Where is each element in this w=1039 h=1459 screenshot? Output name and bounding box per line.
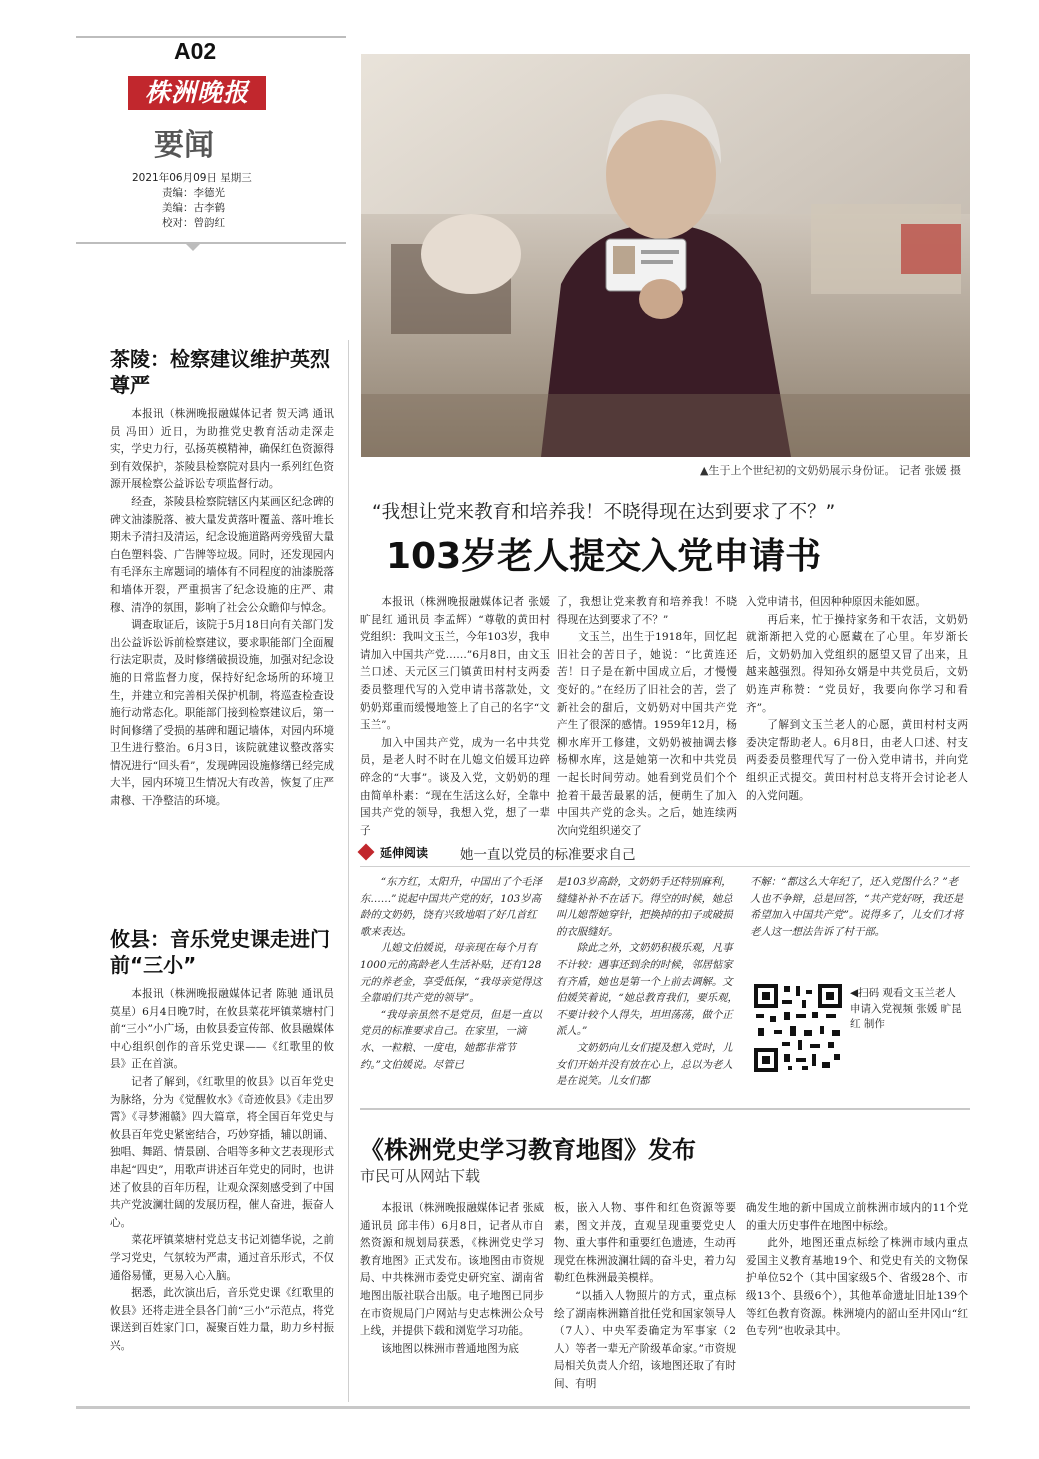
paragraph: 加入中国共产党，成为一名中共党员，是老人时不时在儿媳文伯媛耳边碎碎念的“大事”。谈及入党，文奶奶的理由简单朴素：“现在生活这么好，全靠中国共产党的领导，我想入党，想了一辈子	[360, 736, 550, 837]
paragraph: “以插入人物照片的方式，重点标绘了湖南株洲籍首批任党和国家领导人（7人）、中央军委确定为军事家（2人）等者一辈无产阶级革命家。”市资规局相关负责人介绍，该地图还取了有时间、有明	[554, 1289, 736, 1390]
paragraph: 本报讯（株洲晚报融媒体记者 陈驰 通讯员 莫星）6月4日晚7时，在攸县菜花坪镇菜塘村门前“三小”小广场，由攸县委宣传部、攸县融媒体中心组织创作的音乐党史课——《红歌里的攸县》正在首演。	[110, 988, 334, 1071]
story2-column-1	[360, 1200, 544, 1400]
paragraph: 确发生地的新中国成立前株洲市域内的11个党的重大历史事件在地图中标绘。	[746, 1202, 968, 1232]
chief-editor: 责编：李德光	[162, 187, 225, 199]
side-story-1	[110, 346, 334, 811]
paragraph: “东方红，太阳升，中国出了个毛泽东……”说起中国共产党的好，103岁高龄的文奶奶，饶有兴致地唱了好几首红歌来表达。	[360, 876, 542, 938]
section-title: 要闻	[154, 128, 214, 163]
paragraph: 文奶奶向儿女们提及想入党时，儿女们开始并没有放在心上，总以为老人是在说笑。儿女们都	[556, 1041, 733, 1088]
extended-column-1	[360, 874, 546, 1084]
column-divider	[348, 340, 349, 1402]
paragraph: 了，我想让党来教育和培养我！不晓得现在达到要求了不？”	[557, 596, 737, 626]
main-column-3	[746, 594, 968, 829]
story2-column-2	[554, 1200, 736, 1400]
paragraph: 除此之外，文奶奶积极乐观，凡事不计较：遇事还到余的时候，邻居惦家有齐盾，她也是第一个上前去调解。文伯媛笑着说，“她总教育我们，要乐观，不要计较个人得失，坦坦荡荡，做个正派人。”	[556, 942, 738, 1038]
side-story-1-body	[110, 406, 334, 811]
paper-logo: 株洲晚报	[128, 76, 266, 110]
art-editor: 美编：古李鹤	[162, 202, 225, 214]
main-column-1	[360, 594, 550, 837]
story2-headline: 《株洲党史学习教育地图》发布	[360, 1136, 696, 1164]
paragraph: 本报讯（株洲晚报融媒体记者 张媛 旷昆红 通讯员 李孟辉）“尊敬的黄田村党组织：我叫文玉兰，今年103岁，我申请加入中国共产党……”6月8日，由文玉兰口述、天元区三门镇黄田村村支两委委员整理代写的入党申请书落款处，文奶奶郑重而缓慢地签上了自己的名字“文玉兰”。	[360, 596, 550, 732]
qr-caption: ◀扫码 观看文玉兰老人申请入党视频 张媛 旷昆红 制作	[850, 987, 962, 1030]
paragraph: 了解到文玉兰老人的心愿，黄田村村支两委决定帮助老人。6月8日，由老人口述、村支两委委员整理代写了一份入党申请书，并向党组织正式提交。黄田村村总支将开会讨论老人的入党问题。	[746, 719, 968, 802]
qr-code-icon	[752, 982, 844, 1074]
paragraph: 本报讯（株洲晚报融媒体记者 贺天鸿 通讯员 冯田）近日，为助推党史教育活动走深走实，学史力行，弘扬英模精神，确保红色资源得到有效保护，茶陵县检察院对县内一系列红色资源开展检察公益诉讼专项监督行动。	[110, 408, 334, 491]
paragraph: 不解：“都这么大年纪了，还入党图什么？”老人也不争辩，总是回答，“共产党好呀，我还是希望加入中国共产党”。说得多了，儿女们才将老人这一想法告诉了村干部。	[750, 876, 964, 938]
top-rule	[76, 36, 346, 38]
paragraph: 此外，地图还重点标绘了株洲市域内重点爱国主义教育基地19个、和党史有关的文物保护单位52个（其中国家级5个、省级28个、市级13个、县级6个），其他革命遗址旧址139个等红色教育资源。株洲境内的韶山至井冈山“红色专列”也收录其中。	[746, 1237, 968, 1338]
qr-code[interactable]	[752, 982, 844, 1074]
paragraph: 据悉，此次演出后，音乐党史课《红歌里的攸县》还将走进全县各门前“三小”示范点，将党课送到百姓家门口，凝聚百姓力量，助力乡村振兴。	[110, 1287, 334, 1352]
paragraph: 该地图以株洲市普通地图为底	[381, 1342, 519, 1355]
paragraph: 调查取证后，该院于5月18日向有关部门发出公益诉讼诉前检察建议，要求职能部门全面履行法定职责，及时修缮破损设施，加强对纪念设施的日常监督力度，保持好纪念场所的环境卫生，并建立和完善相关保护机制，将巡查检查设施行动常态化。职能部门接到检察建议后，第一时间修缮了受损的基碑和题记墙体，对园内环境卫生进行整治。6月3日，该院就建议整改落实情况进行“回头看”，发现碑园设施修缮已经完成大半，园内环境卫生情况大有改善，恢复了庄严肃穆、干净整洁的环境。	[110, 619, 334, 808]
masthead-pointer	[184, 242, 202, 251]
side-story-2-title: 攸县：音乐党史课走进门前“三小”	[110, 927, 330, 977]
story2-subhead: 市民可从网站下载	[360, 1167, 481, 1185]
paragraph: 记者了解到，《红歌里的攸县》以百年党史为脉络，分为《觉醒攸水》《奇迹攸县》《走出罗霄》《寻梦湘赣》四大篇章，将全国百年党史与攸县百年党史紧密结合，巧妙穿插，辅以朗诵、独唱、舞蹈、情景剧、合唱等多种文艺表现形式串起“四史”，用歌声讲述百年党史的同时，也讲述了攸县的百年历程，让观众深刻感受到了中国共产党波澜壮阔的发展历程，催人奋进，振奋人心。	[110, 1075, 334, 1229]
extended-column-2	[556, 874, 740, 1088]
story2-column-3	[746, 1200, 968, 1400]
main-headline: 103岁老人提交入党申请书	[386, 536, 822, 577]
paragraph: 文玉兰，出生于1918年，回忆起旧社会的苦日子，她说：“比黄连还苦！日子是在新中国成立后，才慢慢变好的。”在经历了旧社会的苦，尝了新社会的甜后，文奶奶对中国共产党产生了很深的感情。1959年12月，杨柳水库开工修建，文奶奶被抽调去修杨柳水库，这是她第一次和中共党员一起长时间劳动。她看到党员们个个抢着干最苦最累的活，便萌生了加入中国共产党的念头。之后，她连续两次向党组织递交了	[557, 631, 737, 837]
extended-column-3	[750, 874, 968, 974]
paragraph: 儿媳文伯媛说，母亲现在每个月有1000元的高龄老人生活补贴，还有128元的养老金，享受低保，“我母亲觉得这全靠咱们共产党的领导”。	[360, 942, 542, 1005]
extended-reading-label: 延伸阅读	[380, 845, 429, 860]
main-column-2	[557, 594, 737, 837]
paragraph: 菜花坪镇菜塘村党总支书记刘德华说，之前学习党史，气氛较为严肃，通过音乐形式，不仅通俗易懂，更易入心入脑。	[110, 1234, 334, 1282]
side-story-2-body	[110, 986, 334, 1355]
photo-caption: ▲生于上个世纪初的文奶奶展示身份证。 记者 张媛 摄	[700, 464, 961, 477]
pencil-icon	[358, 844, 375, 861]
elderly-woman-with-id-photo	[361, 54, 970, 457]
proofreader: 校对：曾韵红	[162, 217, 225, 229]
page-number: A02	[174, 38, 217, 64]
extended-reading-title: 她一直以党员的标准要求自己	[460, 847, 636, 863]
bottom-rule	[76, 1406, 970, 1409]
paragraph: 本报讯（株洲晚报融媒体记者 张威 通讯员 邱丰伟）6月8日，记者从市自然资源和规划局获悉，《株洲党史学习教育地图》正式发布。该地图由市资规局、中共株洲市委党史研究室、湖南省地图出版社联合出版。电子地图已同步在市资规局门户网站与史志株洲公众号上线，并提供下载和浏览学习功能。	[360, 1202, 544, 1338]
side-story-2	[110, 926, 334, 1355]
lead-photo	[361, 54, 970, 457]
paragraph: 入党申请书，但因种种原因未能如愿。	[746, 596, 927, 608]
paragraph: “我母亲虽然不是党员，但是一直以党员的标准要求自己。在家里，一滴水、一粒粮、一度电，她都非常节约。”文伯媛说。尽管已	[360, 1008, 542, 1071]
story-separator	[360, 1108, 970, 1110]
paragraph: 经查，茶陵县检察院辖区内某画区纪念碑的碑文油漆脱落、被大量发黄落叶覆盖、落叶堆长期未予清扫及清运，纪念设施道路两旁残留大量白色塑料袋、广告牌等垃圾。同时，还发现园内有毛泽东主席题词的墙体有不同程度的油漆脱落和墙体开裂，严重损害了纪念设施的庄严、肃穆、清净的氛围，影响了社会公众瞻仰与悼念。	[110, 495, 334, 614]
paragraph: 再后来，忙于操持家务和干农活，文奶奶就渐渐把入党的心愿藏在了心里。年岁渐长后，文奶奶加入党组织的愿望又冒了出来，且越来越强烈。得知孙女婿是中共党员后，文奶奶连声称赞：“党员好，我要向你学习和看齐”。	[746, 613, 968, 714]
extended-reading-tag	[360, 842, 428, 862]
side-story-1-title: 茶陵：检察建议维护英烈尊严	[110, 347, 330, 397]
extended-reading-rule	[360, 866, 970, 867]
masthead	[120, 32, 270, 262]
issue-date: 2021年06月09日 星期三	[132, 172, 252, 184]
paragraph: 板，嵌入人物、事件和红色资源等要素，图文并茂，直观呈现重要党史人物、重大事件和重要红色遗迹，生动再现党在株洲波澜壮阔的奋斗史，着力勾勒红色株洲最美模样。	[554, 1202, 736, 1285]
main-kicker: “我想让党来教育和培养我！不晓得现在达到要求了不？”	[372, 502, 836, 523]
masthead-rule	[76, 242, 346, 244]
paragraph: 是103岁高龄，文奶奶手还特别麻利，缝缝补补不在话下。得空的时候，她总叫儿媳帮她穿针，把换掉的扣子或破损的衣服缝好。	[556, 876, 733, 938]
